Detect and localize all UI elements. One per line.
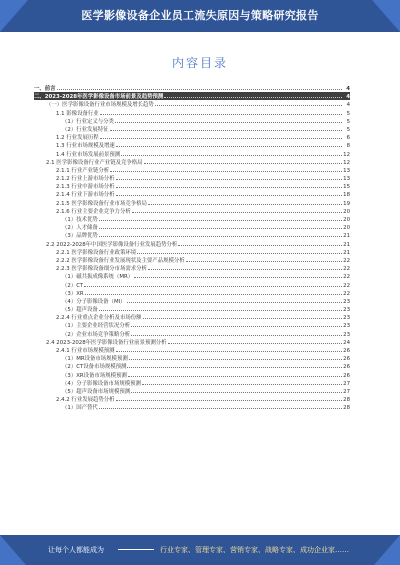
toc-entry[interactable] [34, 240, 350, 248]
toc-entry[interactable] [34, 313, 350, 321]
toc-entry-label: （3）XR设备市场规模预测 [62, 372, 127, 379]
toc-leader-dots [164, 92, 342, 98]
toc-leader-dots [116, 190, 342, 196]
toc-entry-label: 一、前言 [34, 86, 56, 92]
toc-leader-dots [131, 330, 342, 336]
toc-leader-dots [142, 379, 342, 385]
footer-divider [118, 549, 154, 550]
toc-leader-dots [129, 354, 342, 360]
toc-entry-label: （5）超声设备 [62, 307, 98, 314]
toc-entry-label: （1）MR设备市场规模预测 [62, 356, 128, 363]
toc-entry-page: 4 [346, 86, 350, 92]
toc-entry-label: 2.1.3 行业中游市场分析 [56, 184, 115, 191]
toc-entry-page: 28 [343, 397, 350, 404]
toc-leader-dots [99, 223, 342, 229]
toc-entry-label: 2.2 2022-2028年中国医学影像设备行业发展趋势分析 [46, 241, 178, 248]
toc-entry-page: 4 [346, 102, 350, 109]
toc-entry-page: 18 [343, 192, 350, 199]
toc-entry-label: 2.1.1 行业产业链分析 [56, 167, 110, 174]
toc-entry[interactable] [34, 281, 350, 289]
toc-entry[interactable] [34, 117, 350, 125]
toc-leader-dots [116, 346, 342, 352]
toc-entry-label: 2.1.5 医学影像设备行业市场竞争格局 [56, 200, 147, 207]
toc-leader-dots [110, 166, 342, 172]
toc-entry-label: 2.1.4 行业下游市场分析 [56, 192, 115, 199]
toc-entry-label: （2）CT设备市场规模预测 [62, 364, 127, 371]
toc-entry-page: 22 [343, 274, 350, 281]
footer-right-decoration [374, 535, 400, 565]
toc-entry-page: 26 [343, 356, 350, 363]
toc-entry-label: （2）企业市场竞争策略分析 [62, 331, 131, 338]
toc-leader-dots [85, 289, 342, 295]
toc-entry-label: 1.2 行业发展历程 [56, 135, 99, 142]
toc-entry-page: 20 [343, 217, 350, 223]
toc-entry-page: 22 [343, 282, 350, 289]
toc-entry-page: 5 [346, 118, 350, 125]
toc-entry[interactable] [34, 264, 350, 272]
toc-entry[interactable] [34, 272, 350, 280]
toc-entry-label: （2）行业发展特征 [62, 126, 109, 133]
toc-entry-page: 23 [343, 315, 350, 322]
footer-slogan-prefix: 让每个人都能成为 [48, 546, 104, 554]
footer-slogan-roles: 行业专家、管理专家、营销专家、战略专家、成功企业家…… [160, 546, 349, 554]
toc-entry-label: （1）磁共振成像系统（MR） [62, 274, 134, 281]
toc-entry[interactable] [34, 338, 350, 346]
toc-entry-page: 21 [343, 249, 350, 256]
toc-leader-dots [110, 125, 342, 131]
toc-entry[interactable] [34, 223, 350, 231]
toc-entry-page: 8 [346, 143, 350, 150]
toc-entry-label: （1）行业定义与分类 [62, 118, 114, 125]
toc-leader-dots [116, 182, 342, 188]
toc-entry[interactable] [34, 125, 350, 133]
toc-entry-page: 6 [346, 135, 350, 142]
toc-entry-page: 12 [343, 159, 350, 166]
toc-leader-dots [128, 371, 342, 377]
toc-leader-dots [116, 141, 342, 147]
toc-entry-page: 24 [343, 339, 350, 346]
toc-entry[interactable] [34, 321, 350, 329]
toc-leader-dots [137, 248, 342, 254]
toc-leader-dots [99, 305, 342, 311]
toc-entry[interactable] [34, 387, 350, 395]
report-title: 医学影像设备企业员工流失原因与策略研究报告 [81, 9, 319, 22]
toc-leader-dots [57, 84, 342, 90]
toc-leader-dots [144, 158, 342, 164]
toc-entry-page: 13 [343, 167, 350, 174]
toc-entry-label: 2.2.1 医学影像设备行业政策环境 [56, 249, 137, 256]
toc-entry-label: （1）国产替代 [62, 405, 98, 412]
toc-entry[interactable] [34, 256, 350, 264]
toc-entry-page: 12 [343, 151, 350, 158]
toc-entry-page: 4 [346, 94, 350, 101]
toc-leader-dots [99, 215, 342, 221]
toc-leader-dots [148, 199, 342, 205]
toc-entry-label: 2.4 2023-2028年医学影像设备行业前景预测分析 [46, 339, 167, 346]
toc-entry-label: 1.1 影像设备行业 [56, 110, 99, 117]
toc-leader-dots [148, 264, 342, 270]
toc-leader-dots [100, 133, 342, 139]
toc-entry-page: 19 [343, 200, 350, 207]
toc-entry[interactable] [34, 330, 350, 338]
toc-entry-page: 27 [343, 388, 350, 395]
toc-entry-page: 22 [343, 290, 350, 297]
toc-entry-label: 2.2.3 医学影像设备细分市场需求分析 [56, 266, 147, 273]
toc-entry[interactable] [34, 84, 350, 92]
toc-leader-dots [155, 100, 342, 106]
toc-entry[interactable] [34, 297, 350, 305]
toc-entry[interactable] [34, 289, 350, 297]
toc-entry[interactable] [34, 150, 350, 158]
toc-leader-dots [143, 313, 342, 319]
toc-entry-label: （2）CT [62, 282, 84, 289]
toc-entry[interactable] [34, 346, 350, 354]
toc-entry-label: 1.3 行业市场规模及增速 [56, 143, 115, 150]
toc-entry-label: 2.1.2 行业上游市场分析 [56, 176, 115, 183]
toc-entry[interactable] [34, 248, 350, 256]
toc-leader-dots [99, 403, 342, 409]
toc-entry-label: 1.4 行业市场发展前景预测 [56, 151, 121, 158]
toc-leader-dots [127, 362, 342, 368]
page-footer [0, 535, 400, 565]
toc-entry[interactable] [34, 92, 350, 100]
toc-entry-label: 2.4.2 行业发展趋势分析 [56, 397, 115, 404]
toc-leader-dots [99, 231, 342, 237]
toc-entry-page: 23 [343, 298, 350, 305]
toc-entry[interactable] [34, 199, 350, 207]
toc-entry-label: （4）分子影像设备（MI） [62, 298, 126, 305]
toc-entry[interactable] [34, 133, 350, 141]
toc-entry-label: 2.1.6 行业主要企业竞争力分析 [56, 208, 131, 215]
toc-entry-page: 15 [343, 184, 350, 191]
toc-entry[interactable] [34, 395, 350, 403]
toc-entry-label: 2.4.1 行业市场规模预测 [56, 348, 115, 354]
toc-leader-dots [127, 297, 342, 303]
toc-leader-dots [100, 109, 342, 115]
toc-entry-page: 5 [346, 126, 350, 133]
toc-entry-page: 26 [343, 372, 350, 379]
toc-entry[interactable] [34, 207, 350, 215]
toc-entry-page: 22 [343, 257, 350, 264]
toc-entry-label: 2.2.4 行业重点企业分析及市场份额 [56, 315, 142, 322]
toc-entry[interactable] [34, 362, 350, 370]
toc-leader-dots [132, 207, 342, 213]
toc-entry-page: 26 [343, 348, 350, 354]
toc-entry-label: （1）技术优势 [62, 217, 98, 223]
toc-leader-dots [134, 272, 342, 278]
toc-entry-label: （5）超声设备市场规模预测 [62, 388, 131, 395]
toc-leader-dots [121, 150, 342, 156]
toc-entry-page: 20 [343, 208, 350, 215]
toc-entry-label: （2）人才储备 [62, 225, 98, 232]
toc-entry[interactable] [34, 371, 350, 379]
toc-entry-page: 23 [343, 323, 350, 330]
toc-entry-label: （3）XR [62, 290, 84, 297]
toc-entry-label: （4）分子影像设备市场规模预测 [62, 380, 141, 387]
toc-entry-page: 5 [346, 110, 350, 117]
toc-entry-label: 二、2023-2028年医学影像设备市场前景及趋势预测 [34, 94, 164, 101]
toc-entry-page: 21 [343, 241, 350, 248]
toc-leader-dots [178, 240, 342, 246]
toc-leader-dots [116, 395, 342, 401]
toc-entry-label: 2.1 医学影像设备行业产业链及竞争格局 [46, 159, 143, 166]
footer-left-decoration [0, 535, 26, 565]
toc-entry-label: （3）品牌优势 [62, 233, 98, 240]
toc-entry-page: 22 [343, 266, 350, 273]
page-header [0, 0, 400, 32]
toc-entry[interactable] [34, 109, 350, 117]
toc-entry-page: 20 [343, 225, 350, 232]
toc-entry-label: （一）医学影像设备行业市场规模及增长趋势 [46, 102, 154, 109]
toc-entry-page: 26 [343, 364, 350, 371]
toc-entry[interactable] [34, 182, 350, 190]
toc-leader-dots [131, 321, 342, 327]
toc-entry-page: 23 [343, 331, 350, 338]
table-of-contents [34, 84, 350, 412]
toc-entry[interactable] [34, 354, 350, 362]
toc-entry-page: 27 [343, 380, 350, 387]
toc-entry[interactable] [34, 190, 350, 198]
toc-entry-page: 28 [343, 405, 350, 412]
toc-entry-label: 2.2.2 医学影像设备行业发展现状及主要产品规模分析 [56, 257, 185, 264]
toc-entry[interactable] [34, 305, 350, 313]
toc-entry-page: 21 [343, 233, 350, 240]
toc-entry[interactable] [34, 100, 350, 108]
toc-leader-dots [186, 256, 342, 262]
toc-entry[interactable] [34, 215, 350, 223]
toc-entry[interactable] [34, 166, 350, 174]
toc-entry[interactable] [34, 231, 350, 239]
toc-entry[interactable] [34, 141, 350, 149]
toc-leader-dots [168, 338, 342, 344]
toc-entry[interactable] [34, 158, 350, 166]
toc-leader-dots [84, 281, 342, 287]
toc-entry[interactable] [34, 403, 350, 411]
toc-entry-page: 13 [343, 176, 350, 183]
toc-leader-dots [115, 117, 342, 123]
toc-leader-dots [131, 387, 342, 393]
toc-entry-label: （1）主要企业经营状况分析 [62, 323, 131, 330]
toc-entry-page: 23 [343, 307, 350, 314]
toc-entry[interactable] [34, 174, 350, 182]
toc-heading: 内容目录 [171, 56, 228, 70]
toc-leader-dots [116, 174, 342, 180]
toc-entry[interactable] [34, 379, 350, 387]
